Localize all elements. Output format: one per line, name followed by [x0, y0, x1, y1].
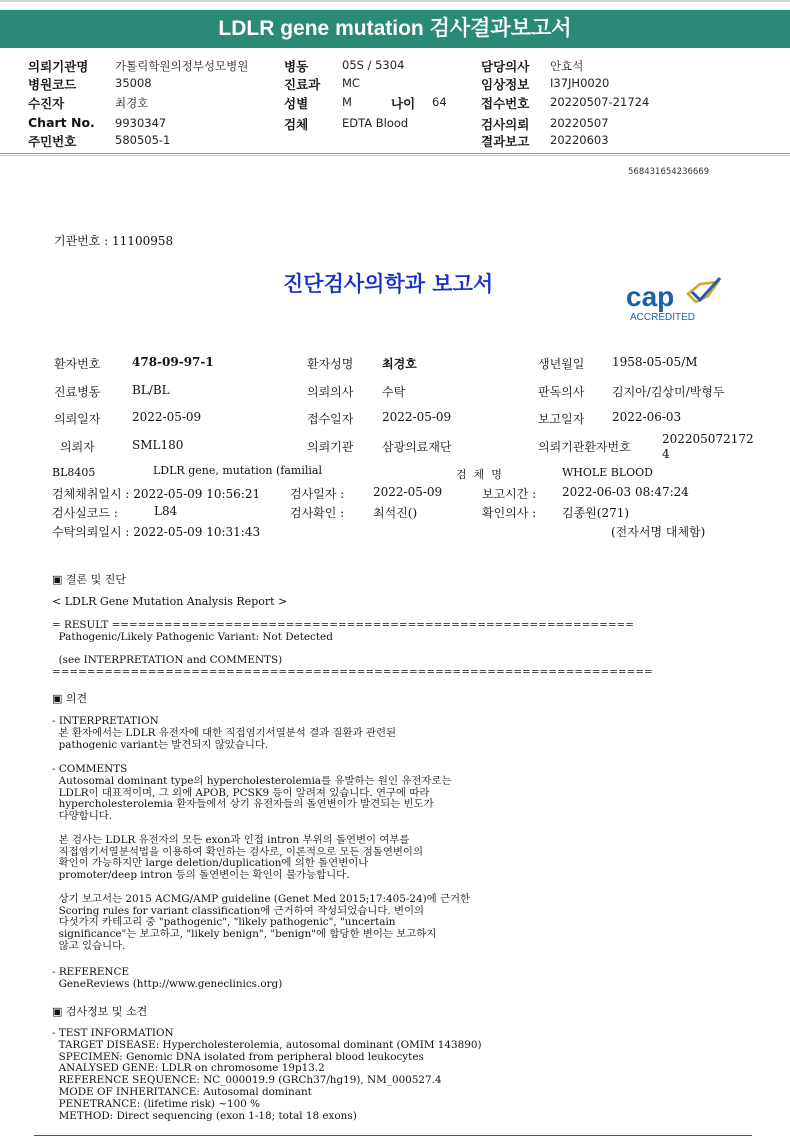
specimen-value: WHOLE BLOOD: [562, 466, 653, 479]
patient-label: 보고일자: [538, 412, 585, 426]
barcode-number: 568431654236669: [628, 167, 710, 177]
patient-label: 환자번호: [54, 357, 101, 371]
patient-label: 생년월일: [538, 357, 585, 371]
cap-accredited-logo: [622, 276, 730, 326]
header-divider: [0, 153, 790, 154]
test-info-heading: ▣ 검사정보 및 소견: [52, 1005, 148, 1018]
header-label: 진료과: [284, 77, 321, 92]
patient-value: 삼광의료재단: [382, 440, 452, 454]
conclusion-heading: ▣ 결론 및 진단: [52, 573, 127, 586]
patient-value: 수탁: [382, 385, 406, 399]
e-signature-note: (전자서명 대체함): [611, 525, 706, 539]
top-border: [0, 0, 790, 2]
patient-label: 의뢰자: [60, 440, 95, 454]
patient-label: 의뢰일자: [54, 412, 101, 426]
header-label: 담당의사: [481, 59, 530, 74]
header-value: 580505-1: [115, 133, 171, 147]
opinion-heading: ▣ 의견: [52, 692, 88, 705]
header-label: 의뢰기관명: [28, 59, 89, 74]
age-label: 나이: [391, 96, 416, 111]
header-value: 35008: [115, 76, 152, 90]
header-value: 최경호: [115, 96, 149, 110]
report-time-value: 2022-06-03 08:47:24: [562, 485, 689, 499]
header-value: MC: [342, 76, 360, 90]
bottom-divider: [34, 1135, 752, 1136]
header-value: 20220603: [550, 133, 609, 147]
test-confirm-label: 검사확인 :: [290, 506, 345, 520]
header-value: 20220507-21724: [550, 95, 650, 109]
header-label: 병동: [284, 59, 309, 74]
patient-value: 최경호: [382, 357, 417, 371]
reference-block: - REFERENCE GeneReviews (http://www.geneclinics.org): [52, 966, 283, 990]
patient-label: 환자성명: [307, 357, 354, 371]
test-date-value: 2022-05-09: [373, 485, 443, 499]
patient-value: BL/BL: [132, 383, 170, 397]
patient-ref-number-cont: 4: [662, 447, 670, 461]
header-label: 수진자: [28, 96, 65, 111]
test-confirm-value: 최석진(): [373, 506, 418, 520]
header-value: 가톨릭학원의정부성모병원: [115, 59, 249, 73]
header-value: 9930347: [115, 116, 167, 130]
header-label: 접수번호: [481, 96, 530, 111]
header-divider-2: [0, 155, 790, 156]
patient-label: 판독의사: [538, 385, 585, 399]
test-info-block: - TEST INFORMATION TARGET DISEASE: Hypercholesterolemia, autosomal dominant (OMIM 143890) SPECIMEN: Genomic DNA isolated from peripheral blood leukocytes ANALYSED GENE: LDLR on chromosome 19p13.2 REFERENCE SEQUENCE: NC_000019.9 (GRCh37/hg19), NM_000527.4 MODE OF INHERITANCE: Autosomal dominant PENETRANCE: (lifetime risk) ~100 % METHOD: Direct sequencing (exon 1-18; total 18 exons): [52, 1027, 482, 1122]
patient-value: 478-09-97-1: [132, 355, 214, 369]
header-value: 20220507: [550, 116, 609, 130]
patient-value: 김지아/김상미/박형두: [612, 385, 725, 399]
header-value: 05S / 5304: [342, 58, 405, 72]
patient-label: 접수일자: [307, 412, 354, 426]
report-time-label: 보고시간 :: [482, 487, 537, 501]
patient-value: SML180: [132, 438, 184, 452]
age-value: 64: [432, 95, 447, 109]
test-date-label: 검사일자 :: [290, 487, 345, 501]
report-title: 진단검사의학과 보고서: [283, 272, 494, 296]
header-value: 안효석: [550, 59, 584, 73]
patient-value: 2022-05-09: [132, 410, 202, 424]
header-label: 검체: [284, 117, 309, 132]
interpretation-block: - INTERPRETATION 본 환자에서는 LDLR 유전자에 대한 직접염기서열분석 결과 질환과 관련된 pathogenic variant는 발견되지 않았습니다.: [52, 715, 397, 751]
cap-logo-sub: ACCREDITED: [630, 312, 696, 323]
specimen-code: BL8405: [52, 466, 96, 479]
header-label: 주민번호: [28, 134, 77, 149]
result-block: = RESULT ============================================================ Pathogenic/Likely Pathogenic Variant: Not Detected (see INTERPRETATION and COMMENTS) =====================================================================: [52, 619, 653, 679]
patient-label: 진료병동: [54, 385, 101, 399]
institution-number: 기관번호 : 11100958: [54, 234, 174, 248]
header-label: 결과보고: [481, 134, 530, 149]
patient-label: 의뢰기관환자번호: [538, 440, 631, 454]
cap-logo-text: cap: [626, 281, 675, 312]
header-label: Chart No.: [28, 115, 95, 130]
header-label: 임상정보: [481, 77, 530, 92]
header-value: M: [342, 95, 352, 109]
test-name: LDLR gene, mutation (familial: [153, 464, 322, 477]
header-label: 검사의뢰: [481, 117, 530, 132]
request-datetime: 수탁의뢰일시 : 2022-05-09 10:31:43: [52, 525, 261, 539]
lab-code-label: 검사실코드 :: [52, 506, 118, 520]
patient-value: 2022-06-03: [612, 410, 682, 424]
header-label: 성별: [284, 96, 309, 111]
confirm-doctor-value: 김종원(271): [562, 506, 630, 520]
report-banner-title: LDLR gene mutation 검사결과보고서: [0, 10, 790, 48]
patient-label: 의뢰기관: [307, 440, 354, 454]
specimen-label: 검 체 명: [456, 468, 502, 481]
patient-label: 의뢰의사: [307, 385, 354, 399]
confirm-doctor-label: 확인의사 :: [482, 506, 537, 520]
collection-datetime: 검체채취일시 : 2022-05-09 10:56:21: [52, 487, 261, 501]
report-name: < LDLR Gene Mutation Analysis Report >: [52, 595, 288, 608]
patient-value: 202205072172: [662, 432, 754, 446]
comments-block: - COMMENTS Autosomal dominant type의 hypercholesterolemia를 유발하는 원인 유전자로는 LDLR이 대표적이며, 그 외에 APOB, PCSK9 등이 알려져 있습니다. 연구에 따라 hypercholesterolemia 환자들에서 상기 유전자들의 돌연변이가 발견되는 빈도가 다양합니다. 본 검사는 LDLR 유전자의 모든 exon과 인접 intron 부위의 돌연변이 여부를 직접염기서열분석법을 이용하여 확인하는 검사로, 이론적으로 모든 점돌연변이의 확인이 가능하지만 large deletion/duplication에 의한 돌연변이나 promoter/deep intron 등의 돌연변이는 확인이 불가능합니다. 상기 보고서는 2015 ACMG/AMP guideline (Genet Med 2015;17:405-24)에 근거한 Scoring rules for variant classification에 근거하여 작성되었습니다. 변이의 다섯가지 카테고리 중 "pathogenic", "likely pathogenic", "uncertain significance"는 보고하고, "likely benign", "benign"에 합당한 변이는 보고하지 않고 있습니다.: [52, 763, 471, 952]
patient-value: 2022-05-09: [382, 410, 452, 424]
lab-code-value: L84: [154, 504, 178, 518]
header-value: I37JH0020: [550, 76, 610, 90]
header-label: 병원코드: [28, 77, 77, 92]
patient-value: 1958-05-05/M: [612, 355, 698, 369]
header-value: EDTA Blood: [342, 116, 409, 130]
